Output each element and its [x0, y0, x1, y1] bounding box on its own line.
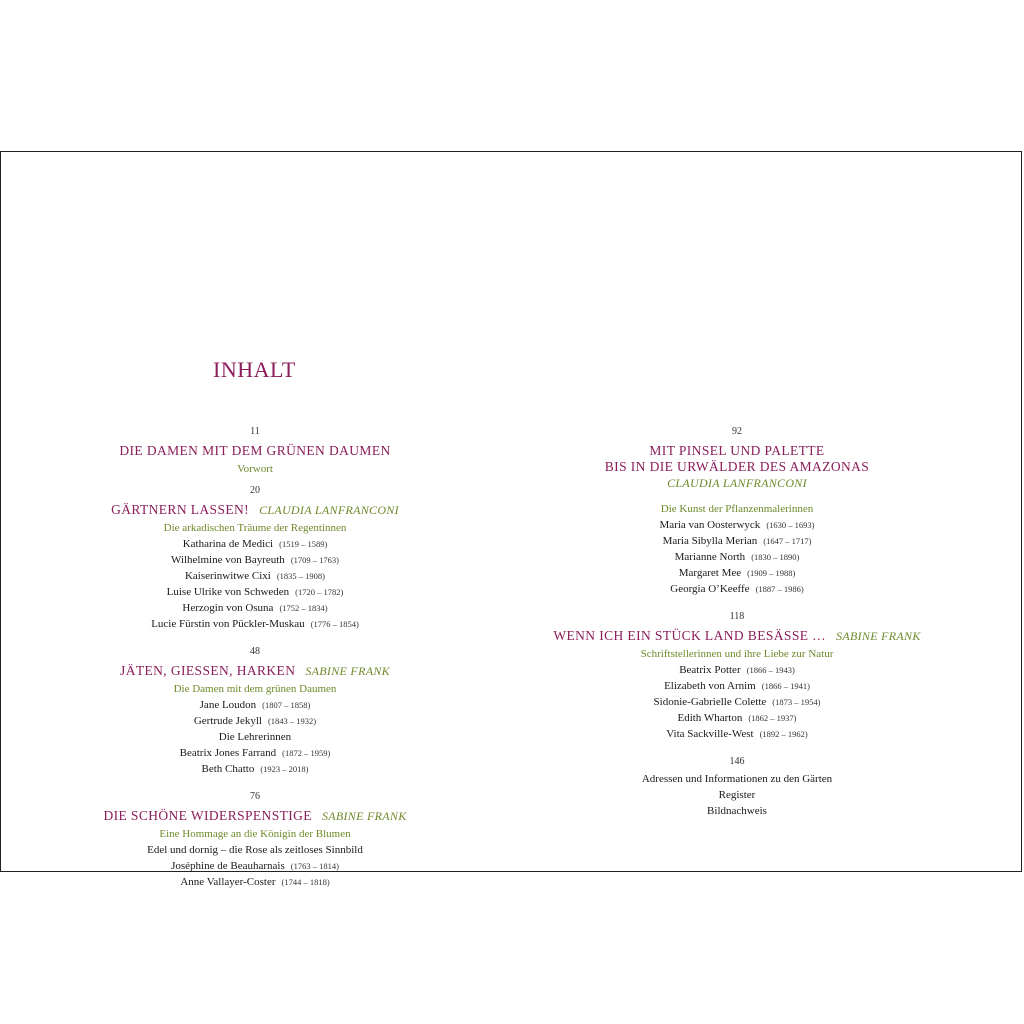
section-subtitle: Vorwort	[237, 463, 273, 475]
section-subtitle: Schriftstellerinnen und ihre Liebe zur Natur	[640, 648, 834, 660]
entry-name: Marianne North	[674, 551, 746, 563]
entry-name: Anne Vallayer-Coster	[180, 876, 276, 888]
entry-years: (1892 – 1962)	[759, 729, 808, 739]
entry-list	[527, 517, 947, 597]
entry-name: Sidonie-Gabrielle Colette	[653, 696, 767, 708]
page-number: 20	[250, 485, 260, 496]
heading-line-1: MIT PINSEL UND PALETTE	[649, 443, 825, 458]
entry-years: (1843 – 1932)	[267, 716, 317, 726]
page-number: 118	[729, 611, 745, 622]
toc-entry[interactable]	[45, 697, 465, 713]
page-number: 48	[250, 646, 260, 657]
page-number: 11	[250, 426, 260, 437]
entry-years: (1835 – 1908)	[276, 571, 326, 581]
entry-years: (1630 – 1693)	[766, 520, 815, 530]
entry-name: Jane Loudon	[199, 699, 257, 711]
toc-entry[interactable]	[45, 536, 465, 552]
entry-years: (1647 – 1717)	[763, 536, 812, 546]
toc-entry[interactable]	[527, 533, 947, 549]
toc-entry[interactable]	[45, 552, 465, 568]
page-number: 92	[732, 426, 742, 437]
entry-name: Margaret Mee	[678, 567, 742, 579]
entry-name: Vita Sackville-West	[666, 728, 754, 740]
entry-name: Maria Sibylla Merian	[662, 535, 758, 547]
toc-entry[interactable]	[45, 568, 465, 584]
entry-name: Beatrix Jones Farrand	[179, 747, 277, 759]
entry-name: Joséphine de Beauharnais	[171, 860, 285, 872]
toc-section-4	[45, 791, 465, 890]
entry-name: Wilhelmine von Bayreuth	[171, 554, 285, 566]
entry-years: (1709 – 1763)	[290, 555, 339, 565]
toc-entry[interactable]	[527, 565, 947, 581]
entry-years: (1909 – 1988)	[747, 568, 796, 578]
toc-entry[interactable]	[45, 616, 465, 632]
section-subtitle: Die Damen mit dem grünen Daumen	[173, 683, 337, 695]
heading-text: JÄTEN, GIESSEN, HARKEN	[120, 663, 296, 678]
entry-name: Beth Chatto	[201, 763, 255, 775]
toc-entry[interactable]	[527, 678, 947, 694]
entry-years: (1752 – 1834)	[279, 603, 328, 613]
heading-text: GÄRTNERN LASSEN!	[111, 502, 250, 517]
heading-line-2: BIS IN DIE URWÄLDER DES AMAZONAS	[604, 459, 870, 474]
entry-name: Elizabeth von Arnim	[664, 680, 756, 692]
author-name: CLAUDIA LANFRANCONI	[259, 503, 399, 517]
entry-name: Luise Ulrike von Schweden	[166, 586, 290, 598]
entry-name: Gertrude Jekyll	[193, 715, 262, 727]
entry-name: Maria van Oosterwyck	[659, 519, 761, 531]
toc-entry[interactable]	[527, 517, 947, 533]
entry-name: Kaiserinwitwe Cixi	[184, 570, 271, 582]
section-subtitle: Eine Hommage an die Königin der Blumen	[159, 828, 351, 840]
entry-years: (1763 – 1814)	[290, 861, 339, 871]
toc-section-7	[527, 756, 947, 819]
entry-name: Katharina de Medici	[182, 538, 274, 550]
section-heading[interactable]	[527, 443, 947, 491]
entry-name: Lucie Fürstin von Pückler-Muskau	[151, 618, 305, 630]
heading-text: DIE SCHÖNE WIDERSPENSTIGE	[103, 808, 312, 823]
section-heading[interactable]	[527, 628, 947, 644]
entry-years: (1873 – 1954)	[772, 697, 821, 707]
entry-years: (1923 – 2018)	[260, 764, 309, 774]
toc-entry[interactable]	[527, 581, 947, 597]
toc-entry[interactable]	[45, 729, 465, 745]
toc-section-2	[45, 485, 465, 632]
entry-name: Beatrix Potter	[679, 664, 741, 676]
toc-entry[interactable]	[527, 549, 947, 565]
toc-left-column	[45, 426, 465, 890]
entry-years: (1807 – 1858)	[262, 700, 311, 710]
section-heading[interactable]	[45, 663, 465, 679]
section-subtitle: Die Kunst der Pflanzenmalerinnen	[660, 503, 814, 515]
section-heading[interactable]	[45, 808, 465, 824]
section-heading[interactable]	[45, 443, 465, 459]
page-number: 146	[729, 756, 745, 767]
entry-years: (1830 – 1890)	[751, 552, 800, 562]
entry-years: (1872 – 1959)	[282, 748, 331, 758]
book-spread	[0, 151, 1022, 888]
entry-years: (1887 – 1986)	[755, 584, 804, 594]
toc-entry[interactable]	[527, 710, 947, 726]
entry-years: (1519 – 1589)	[279, 539, 328, 549]
toc-entry-register[interactable]: Register	[718, 789, 756, 801]
toc-entry[interactable]	[45, 600, 465, 616]
entry-name: Herzogin von Osuna	[182, 602, 274, 614]
toc-entry-picture-credits[interactable]: Bildnachweis	[707, 805, 767, 817]
toc-entry[interactable]	[45, 713, 465, 729]
toc-section-3	[45, 646, 465, 777]
toc-entry[interactable]	[45, 761, 465, 777]
toc-section-5	[527, 426, 947, 597]
entry-list	[45, 536, 465, 632]
page-number: 76	[250, 791, 260, 802]
entry-years: (1866 – 1943)	[746, 665, 795, 675]
author-name: CLAUDIA LANFRANCONI	[667, 476, 807, 490]
toc-entry[interactable]	[45, 858, 465, 874]
author-name: SABINE FRANK	[321, 809, 407, 823]
toc-entry[interactable]	[527, 662, 947, 678]
entry-list	[45, 842, 465, 890]
entry-name: Die Lehrerinnen	[218, 731, 292, 743]
page-title: INHALT	[213, 357, 296, 382]
toc-right-column	[527, 426, 947, 819]
toc-entry[interactable]	[45, 842, 465, 858]
toc-entry[interactable]	[45, 584, 465, 600]
section-heading[interactable]	[45, 502, 465, 518]
toc-entry[interactable]	[45, 874, 465, 890]
entry-name: Edel und dornig – die Rose als zeitloses Sinnbild	[147, 844, 363, 856]
entry-years: (1744 – 1818)	[281, 877, 330, 887]
entry-years: (1866 – 1941)	[761, 681, 810, 691]
author-name: SABINE FRANK	[305, 664, 390, 678]
toc-section-6	[527, 611, 947, 742]
toc-entry[interactable]	[527, 694, 947, 710]
toc-entry-addresses[interactable]: Adressen und Informationen zu den Gärten	[641, 773, 833, 785]
entry-years: (1776 – 1854)	[310, 619, 359, 629]
entry-years: (1720 – 1782)	[295, 587, 344, 597]
entry-list	[527, 662, 947, 742]
author-name: SABINE FRANK	[836, 629, 921, 643]
toc-section-1	[45, 426, 465, 477]
toc-entry[interactable]	[45, 745, 465, 761]
entry-name: Edith Wharton	[677, 712, 743, 724]
toc-entry[interactable]	[527, 726, 947, 742]
heading-text: WENN ICH EIN STÜCK LAND BESÄSSE …	[553, 628, 827, 643]
heading-text: DIE DAMEN MIT DEM GRÜNEN DAUMEN	[119, 443, 391, 458]
entry-name: Georgia O’Keeffe	[670, 583, 750, 595]
entry-years: (1862 – 1937)	[748, 713, 797, 723]
section-subtitle: Die arkadischen Träume der Regentinnen	[163, 522, 347, 534]
entry-list	[45, 697, 465, 777]
